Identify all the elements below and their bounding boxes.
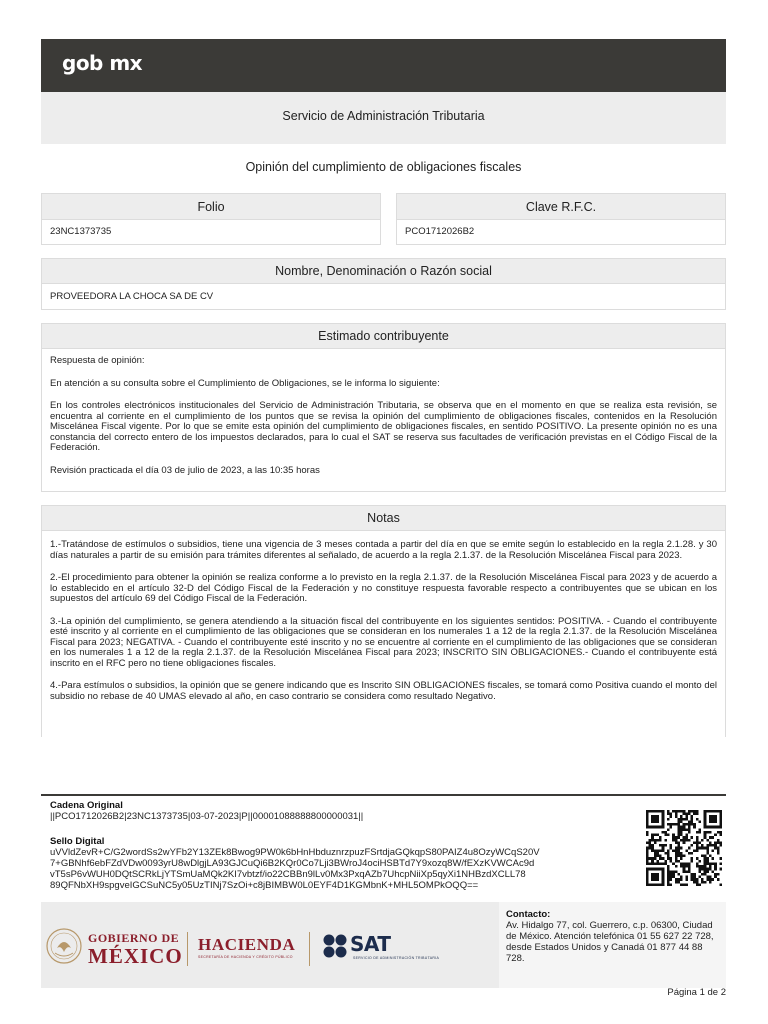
folio-box: [41, 193, 381, 245]
hacienda-subtitle: SECRETARÍA DE HACIENDA Y CRÉDITO PÚBLICO: [198, 955, 293, 959]
hacienda-logo: HACIENDA: [198, 935, 296, 954]
sat-subtitle: SERVICIO DE ADMINISTRACIÓN TRIBUTARIA: [353, 956, 440, 960]
government-logos: [41, 902, 499, 988]
escudo-nacional-icon: [45, 926, 83, 966]
mexico-text: MÉXICO: [88, 944, 183, 968]
rfc-value: PCO1712026B2: [405, 226, 475, 237]
razon-social-value: PROVEEDORA LA CHOCA SA DE CV: [50, 291, 214, 302]
sat-logo: SAT: [350, 932, 391, 956]
revision-date: Revisión practicada el día 03 de julio de 2023, a las 10:35 horas: [50, 464, 320, 476]
nota-2: 2.-El procedimiento para obtener la opinión se realiza conforme a lo previsto en la regla 2.1.37. de la Resolución Miscelánea Fiscal para 2023 y de acuerdo a lo establecido en el artículo 32-D del Código Fiscal de la Federación y no constituye respuesta favorable respecto a contribuyentes que se ubican en los supuestos del artículo 69 del Código Fiscal de la Federación.: [50, 572, 717, 604]
footer: [41, 902, 726, 988]
estimado-label: Estimado contribuyente: [42, 324, 725, 349]
sello-line: uVVldZevR+C/G2wordSs2wYFb2Y13ZEk8Bwog9PW0k6bHnHbduznrzpuzFSrtdjaGQkqpS80PAIZ4u8OzyWCqS20V: [50, 847, 540, 858]
notas-box: [41, 505, 726, 737]
estimado-body: [42, 349, 725, 476]
contact-text: Av. Hidalgo 77, col. Guerrero, c.p. 06300, Ciudad de México. Atención telefónica 01 55 627 22 728, desde Estados Unidos y Canadá 01 877 44 88 728.: [506, 920, 714, 964]
document-title: Opinión del cumplimiento de obligaciones fiscales: [245, 160, 522, 174]
folio-value: 23NC1373735: [50, 226, 112, 237]
nota-1: 1.-Tratándose de estímulos o subsidios, tiene una vigencia de 3 meses contada a partir del día en que se emite según lo establecido en la regla 2.1.28. y 30 días naturales a partir de su emisión para trámites diferentes al señalado, de acuerdo a la regla 2.1.37. de la Resolución Miscelánea Fiscal para 2023.: [50, 539, 717, 561]
opinion-paragraph: En los controles electrónicos institucionales del Servicio de Administración Tributaria, se observa que en el momento en que se realiza esta revisión, se encuentra al corriente en el cumplimiento de los puntos que se revisa la opinión del cumplimiento de obligaciones fiscales, contenidos en la Resolución Miscelánea Fiscal vigente. Por lo que se emite esta opinión del cumplimiento de obligaciones fiscales, en sentido POSITIVO. La presente opinión no es una constancia del correcto entero de los impuestos declarados, para lo cual el SAT se reserva sus facultades de verificación previstas en el Código Fiscal de la Federación.: [50, 400, 717, 453]
atencion-paragraph: En atención a su consulta sobre el Cumplimiento de Obligaciones, se le informa lo siguiente:: [50, 377, 440, 389]
nota-4: 4.-Para estímulos o subsidios, la opinión que se genere indicando que es Inscrito SIN OBLIGACIONES fiscales, se tomará como Positiva cuando el monto del subsidio no rebase de 40 UMAS elevado al año, en caso contrario se considera como resultado Negativo.: [50, 680, 717, 702]
gobierno-de-mexico-logo: [88, 929, 183, 968]
notas-label: Notas: [42, 506, 725, 531]
gobierno-de-text: GOBIERNO DE: [88, 931, 180, 945]
qr-code: [646, 810, 722, 886]
logo-separator: [309, 932, 310, 966]
contact-label: Contacto:: [506, 909, 551, 920]
signature-divider: [41, 794, 726, 796]
agency-name: Servicio de Administración Tributaria: [41, 92, 726, 144]
sello-line: vT5sP6vWUH0DQtSCRkLjYTSmUaMQk2KI7vbtzf/io22CBBn9lLv0Mx3PxqAZb7UhcpNiiXp5qyXi1NHBzdXCLL78: [50, 869, 526, 880]
sello-line: 89QFNbXH9spgveIGCSuNC5y05UzTINj7SzOi+c8jBIMBW0L0EYF4D1KGMbnK+MHL5OMPkOQQ==: [50, 880, 479, 891]
cadena-original-value: ||PCO1712026B2|23NC1373735|03-07-2023|P||00001088888800000031||: [50, 811, 364, 822]
folio-label: Folio: [42, 194, 380, 220]
sello-line: 7+GBNhf6ebFZdVDw0093yrU8wDlgjLA93GJCuQi6B2KQr0Co7Lji3BWroJ4ociHSBTd7Y9xozq8W/fEXzKVWCAc9d: [50, 858, 535, 869]
notas-body: [42, 531, 725, 702]
rfc-box: [396, 193, 726, 245]
logo-separator: [187, 932, 188, 966]
razon-social-box: [41, 258, 726, 310]
sat-dots-icon: [322, 933, 348, 959]
razon-social-label: Nombre, Denominación o Razón social: [42, 259, 725, 284]
rfc-label: Clave R.F.C.: [397, 194, 725, 220]
sello-digital-label: Sello Digital: [50, 836, 105, 847]
nota-3: 3.-La opinión del cumplimiento, se genera atendiendo a la situación fiscal del contribuyente en los siguientes sentidos: POSITIVA. - Cuando el contribuyente esté inscrito y al corriente en el cumplimiento de las obligaciones que se consideran en los numerales 1 a 12 de la regla 2.1.37. de la Resolución Miscelánea Fiscal para 2023; NEGATIVA. - Cuando el contribuyente esté inscrito y no se encuentre al corriente en el cumplimiento de las obligaciones que se consideran en los numerales 1 a 12 de la regla 2.1.37. de la Resolución Miscelánea Fiscal para 2023; INSCRITO SIN OBLIGACIONES.- Cuando el contribuyente está inscrito en el RFC pero no tiene obligaciones fiscales.: [50, 615, 717, 669]
sello-digital-value: [50, 847, 610, 891]
respuesta-label: Respuesta de opinión:: [50, 355, 145, 366]
cadena-original-label: Cadena Original: [50, 800, 123, 811]
page-number: Página 1 de 2: [667, 987, 726, 998]
contact-panel: [499, 902, 726, 988]
estimado-contribuyente-box: [41, 323, 726, 492]
gob-mx-logo: gob mx: [62, 51, 143, 75]
gob-mx-header-bar: [41, 39, 726, 92]
